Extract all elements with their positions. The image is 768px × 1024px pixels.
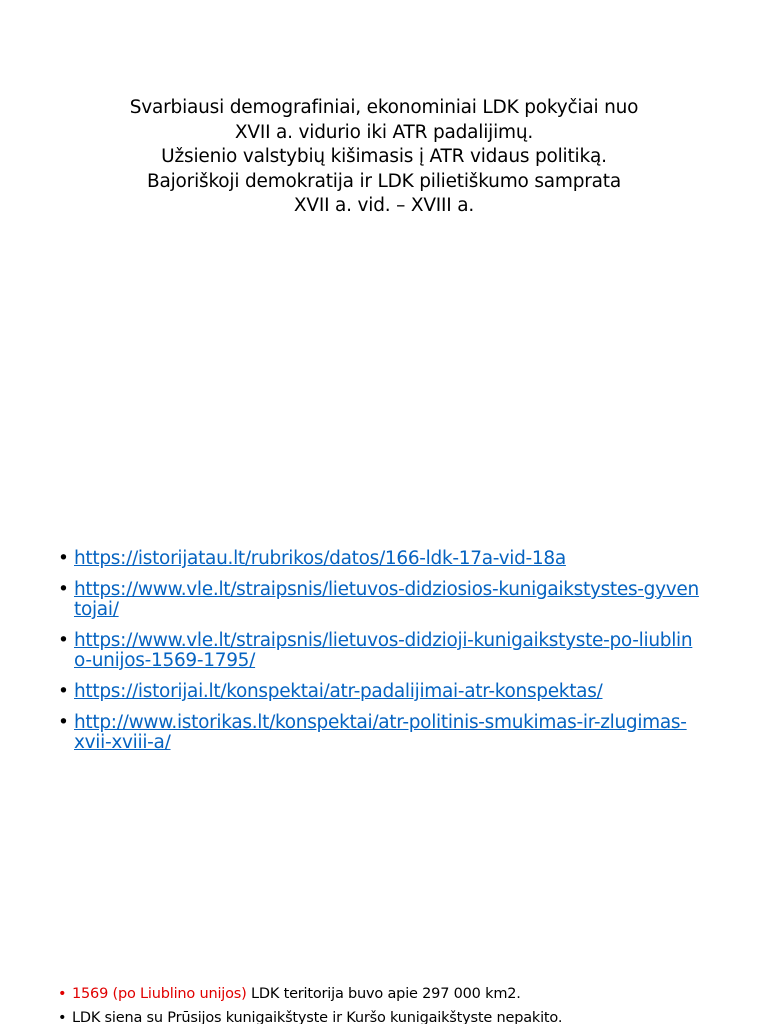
link-item [58, 682, 714, 702]
bullet: • [58, 986, 67, 1002]
note-highlight: 1569 (po Liublino unijos) [72, 986, 247, 1002]
bullet: • [58, 712, 69, 733]
link-istorijai[interactable] [74, 682, 714, 702]
note-item [58, 1008, 758, 1024]
link-text-line-2: tojai/ [74, 599, 119, 620]
bullet: • [58, 1010, 67, 1024]
link-istorikas[interactable] [74, 713, 714, 753]
bullet: • [58, 630, 69, 651]
note-text: LDK siena su Prūsijos kunigaikštyste ir Kuršo kunigaikštyste nepakito. [72, 1010, 563, 1024]
note-item [58, 984, 758, 1004]
title-line-1: Svarbiausi demografiniai, ekonominiai LDK pokyčiai nuo [129, 97, 639, 118]
link-vle-gyventojai[interactable] [74, 580, 714, 620]
title-line-5: XVII a. vid. – XVIII a. [293, 195, 475, 216]
notes-list [58, 984, 758, 1024]
bullet: • [58, 548, 69, 569]
link-text-line-2: o-unijos-1569-1795/ [74, 650, 256, 671]
note-text: LDK teritorija buvo apie 297 000 km2. [246, 986, 521, 1002]
link-text-line-1: https://istorijatau.lt/rubrikos/datos/166-ldk-17a-vid-18a [74, 548, 566, 569]
link-item [58, 713, 714, 753]
link-istorijatau[interactable] [74, 549, 714, 569]
title-line-3: Užsienio valstybių kišimasis į ATR vidaus politiką. [161, 146, 607, 167]
link-text-line-1: http://www.istorikas.lt/konspektai/atr-politinis-smukimas-ir-zlugimas- [74, 712, 687, 733]
link-item [58, 631, 714, 671]
title-line-4: Bajoriškoji demokratija ir LDK pilietiškumo samprata [146, 170, 621, 192]
link-list [58, 549, 714, 764]
slide-title [0, 96, 768, 219]
link-text-line-2: xvii-xviii-a/ [74, 732, 171, 753]
link-text-line-1: https://www.vle.lt/straipsnis/lietuvos-didzioji-kunigaikstyste-po-liublin [74, 630, 693, 651]
link-vle-po-liublino[interactable] [74, 631, 714, 671]
link-text-line-1: https://www.vle.lt/straipsnis/lietuvos-didziosios-kunigaikstystes-gyven [74, 579, 699, 600]
bullet: • [58, 681, 69, 702]
link-item [58, 580, 714, 620]
title-line-2: XVII a. vidurio iki ATR padalijimų. [234, 121, 534, 143]
bullet: • [58, 579, 69, 600]
link-item [58, 549, 714, 569]
link-text-line-1: https://istorijai.lt/konspektai/atr-padalijimai-atr-konspektas/ [74, 681, 603, 702]
